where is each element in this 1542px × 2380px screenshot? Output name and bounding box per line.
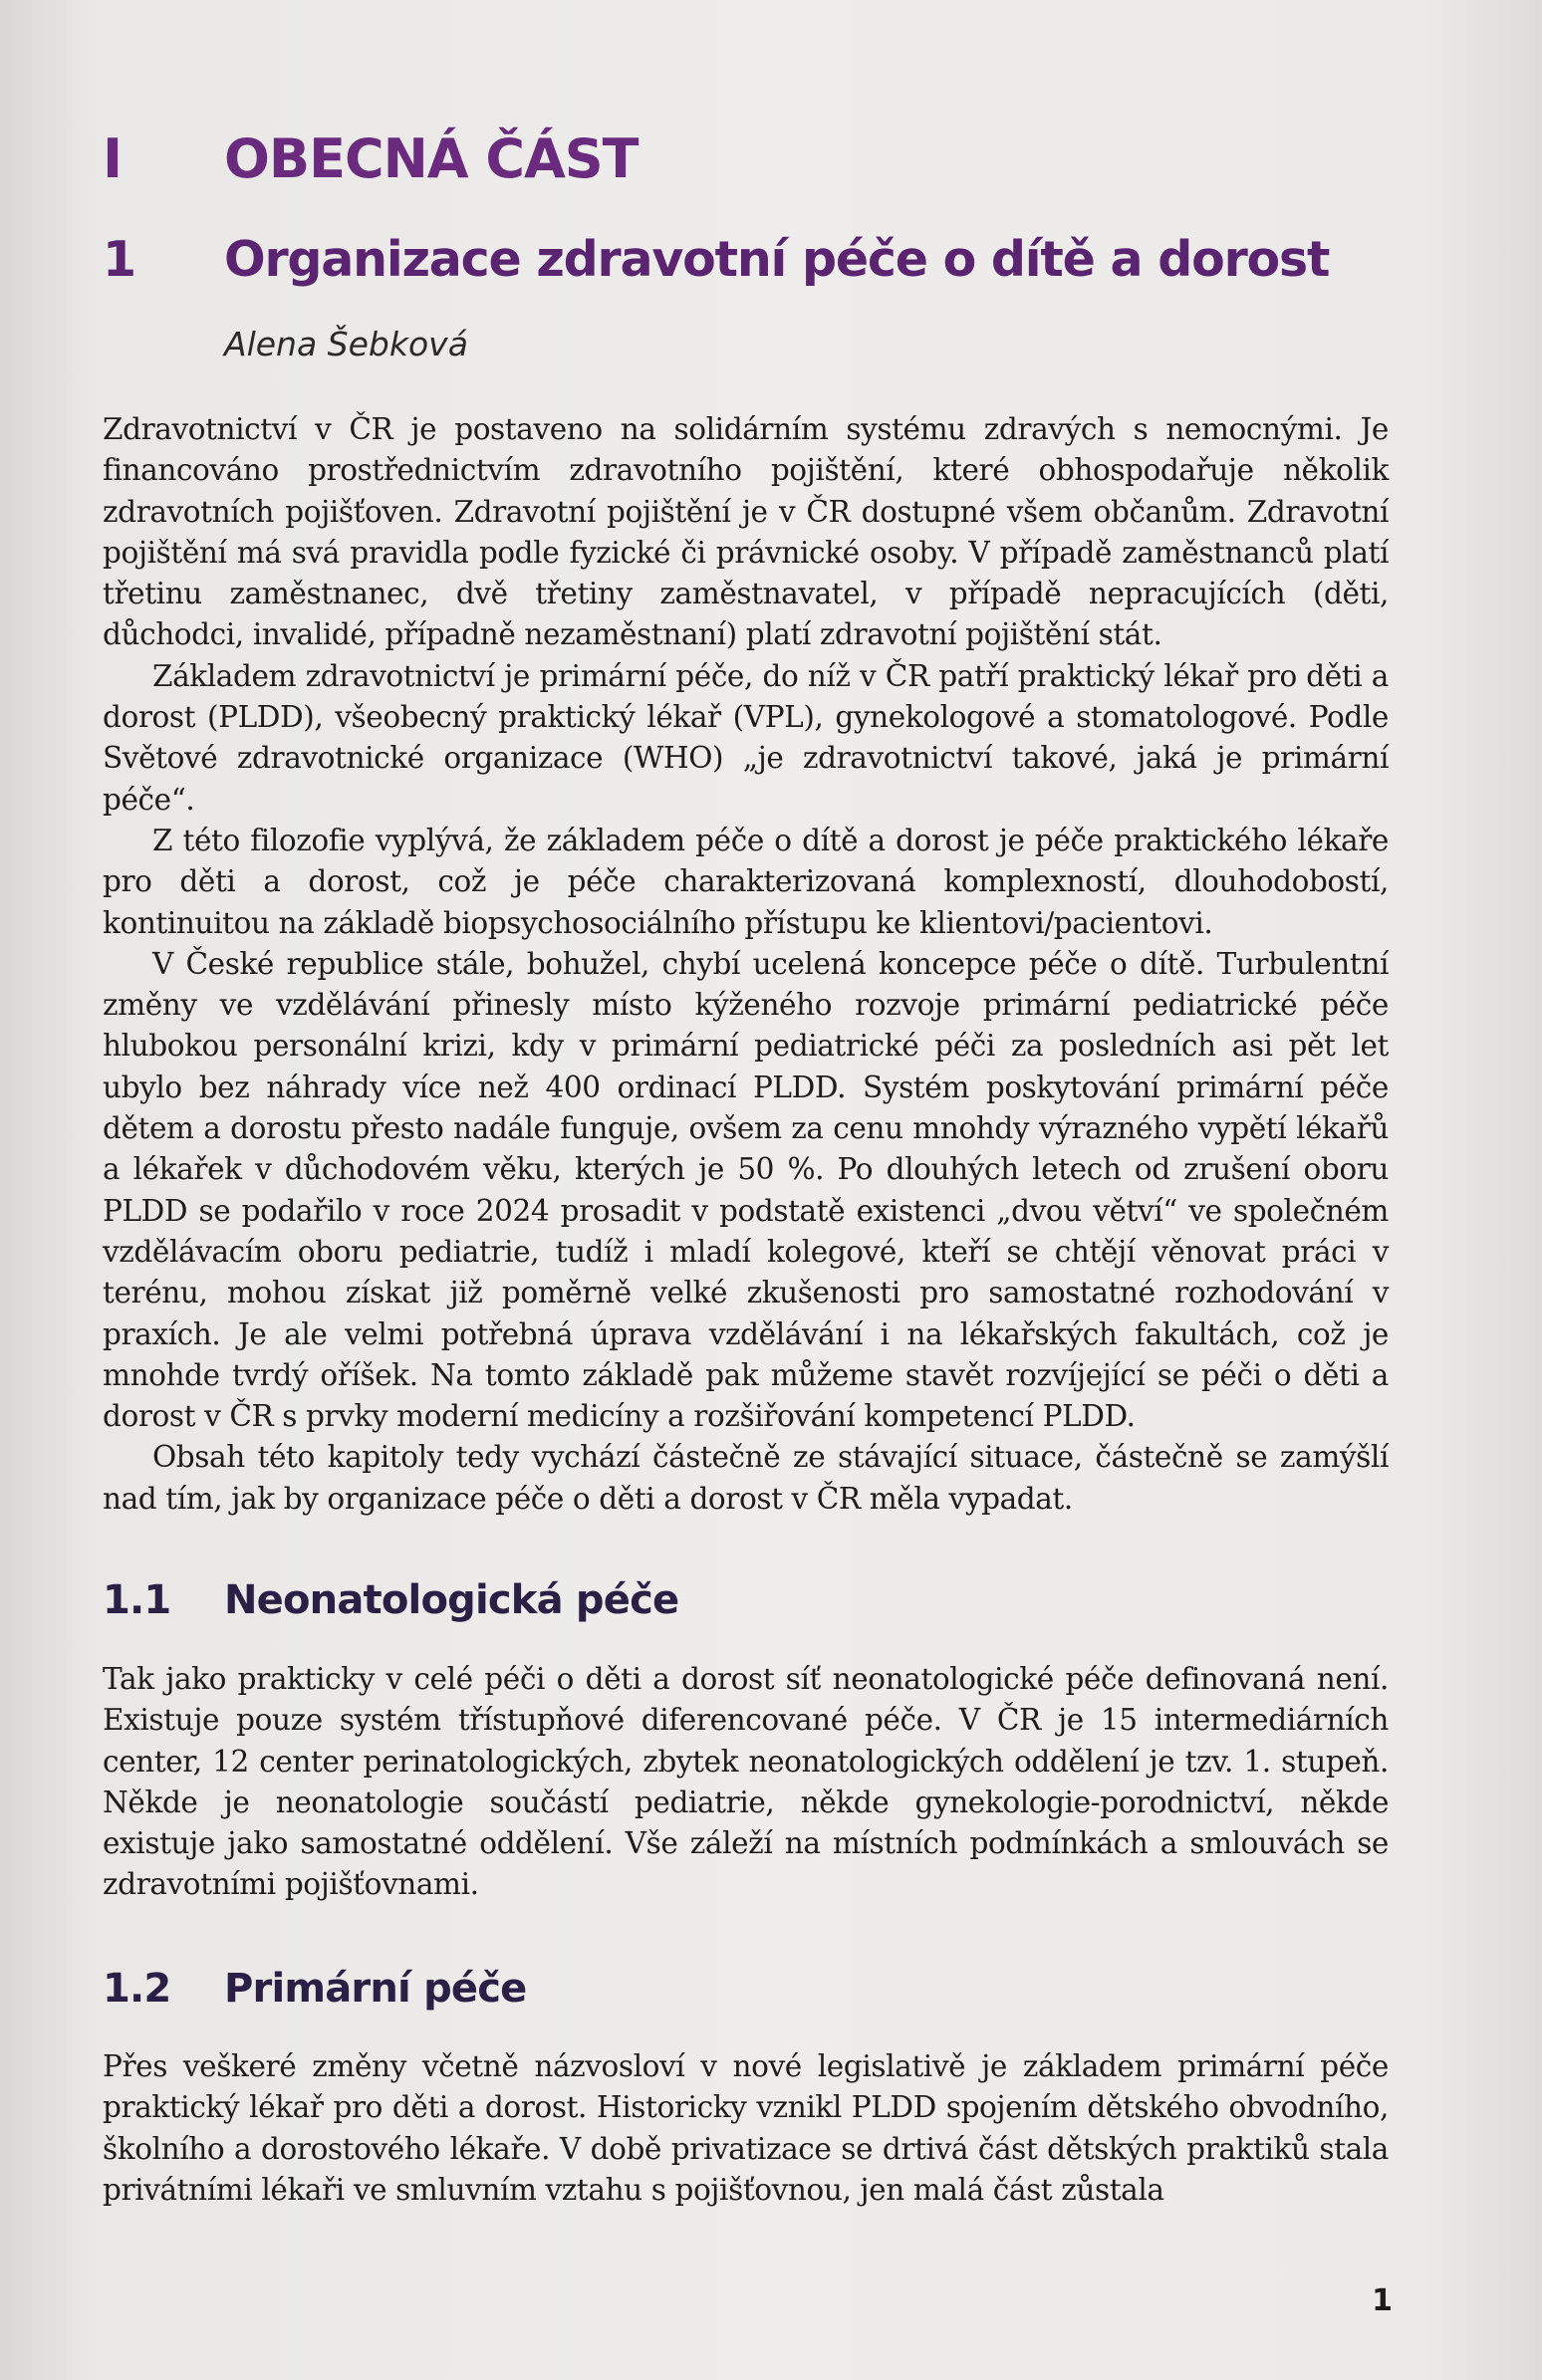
section-number: 1.2 — [103, 1966, 171, 2012]
paragraph: V České republice stále, bohužel, chybí ucelená koncepce péče o dítě. Turbulentní změny ve vzdělávání přinesly místo kýženého rozvoje primární pediatrické péče hlubokou personální krizi, kdy v primární pediatrické péči za posledních asi pět let ubylo bez náhrady více než 400 ordinací PLDD. Systém poskytování primární péče dětem a dorostu přesto nadále funguje, ovšem za cenu mnohdy výrazného vypětí lékařů a lékařek v důchodovém věku, kterých je 50 %. Po dlouhých letech od zrušení oboru PLDD se podařilo v roce 2024 prosadit v podstatě existenci „dvou větví“ ve společném vzdělávacím oboru pediatrie, tudíž i mladí kolegové, kteří se chtějí věnovat práci v terénu, mohou získat již poměrně velké zkušenosti pro samostatné rozhodování v praxích. Je ale velmi potřebná úprava vzdělávání i na lékařských fakultách, což je mnohde tvrdý oříšek. Na tomto základě pak můžeme stavět rozvíjející se péči o děti a dorost v ČR s prvky moderní medicíny a rozšiřování kompetencí PLDD. — [103, 946, 1389, 1434]
part-title: OBECNÁ ČÁST — [224, 127, 639, 190]
chapter-number: 1 — [103, 231, 135, 288]
paragraph: Základem zdravotnictví je primární péče, do níž v ČR patří praktický lékař pro děti a dorost (PLDD), všeobecný praktický lékař (VPL), gynekologové a stomatologové. Podle Světové zdravotnické organizace (WHO) „je zdravotnictví takové, jaká je primární péče“. — [103, 658, 1389, 817]
chapter-heading — [103, 231, 1329, 288]
paragraph: Přes veškeré změny včetně názvosloví v nové legislativě je základem primární péče praktický lékař pro děti a dorost. Historicky vznikl PLDD spojením dětského obvodního, školního a dorostového lékaře. V době privatizace se drtivá část dětských praktiků stala privátními lékaři ve smluvním vztahu s pojišťovnou, jen malá část zůstala — [103, 2049, 1389, 2207]
page-number: 1 — [1372, 2283, 1393, 2318]
section-text-neonatal — [103, 1659, 1389, 1906]
paragraph: Tak jako prakticky v celé péči o děti a dorost síť neonatologické péče definovaná není. Existuje pouze systém třístupňové diferencované péče. V ČR je 15 intermediárních center, 12 center perinatologických, zbytek neonatologických oddělení je tzv. 1. stupeň. Někde je neonatologie součástí pediatrie, někde gynekologie-porodnictví, někde existuje jako samostatné oddělení. Vše záleží na místních podmínkách a smlouvách se zdravotními pojišťovnami. — [103, 1662, 1389, 1902]
part-heading — [103, 127, 639, 190]
section-text-primary — [103, 2046, 1389, 2211]
section-heading-primary — [103, 1966, 526, 2012]
paragraph: Zdravotnictví v ČR je postaveno na solidárním systému zdravých s nemocnými. Je financováno prostřednictvím zdravotního pojištění, které obhospodařuje několik zdravotních pojišťoven. Zdravotní pojištění je v ČR dostupné všem občanům. Zdravotní pojištění má svá pravidla podle fyzické či právnické osoby. V případě zaměstnanců platí třetinu zaměstnanec, dvě třetiny zaměstnavatel, v případě nepracujících (děti, důchodci, invalidé, případně nezaměstnaní) platí zdravotní pojištění stát. — [103, 412, 1389, 652]
section-title: Neonatologická péče — [224, 1577, 679, 1623]
chapter-author: Alena Šebková — [224, 325, 468, 363]
section-number: 1.1 — [103, 1577, 171, 1623]
paragraph: Obsah této kapitoly tedy vychází částečně ze stávající situace, částečně se zamýšlí nad tím, jak by organizace péče o děti a dorost v ČR měla vypadat. — [103, 1440, 1389, 1516]
section-title: Primární péče — [224, 1966, 527, 2012]
section-heading-neonatal — [103, 1577, 678, 1623]
paragraph: Z této filozofie vyplývá, že základem péče o dítě a dorost je péče praktického lékaře pro děti a dorost, což je péče charakterizovaná komplexností, dlouhodobostí, kontinuitou na základě biopsychosociálního přístupu ke klientovi/pacientovi. — [103, 823, 1389, 940]
chapter-title: Organizace zdravotní péče o dítě a dorost — [224, 231, 1330, 288]
part-number: I — [103, 127, 123, 190]
intro-text — [103, 409, 1389, 1520]
